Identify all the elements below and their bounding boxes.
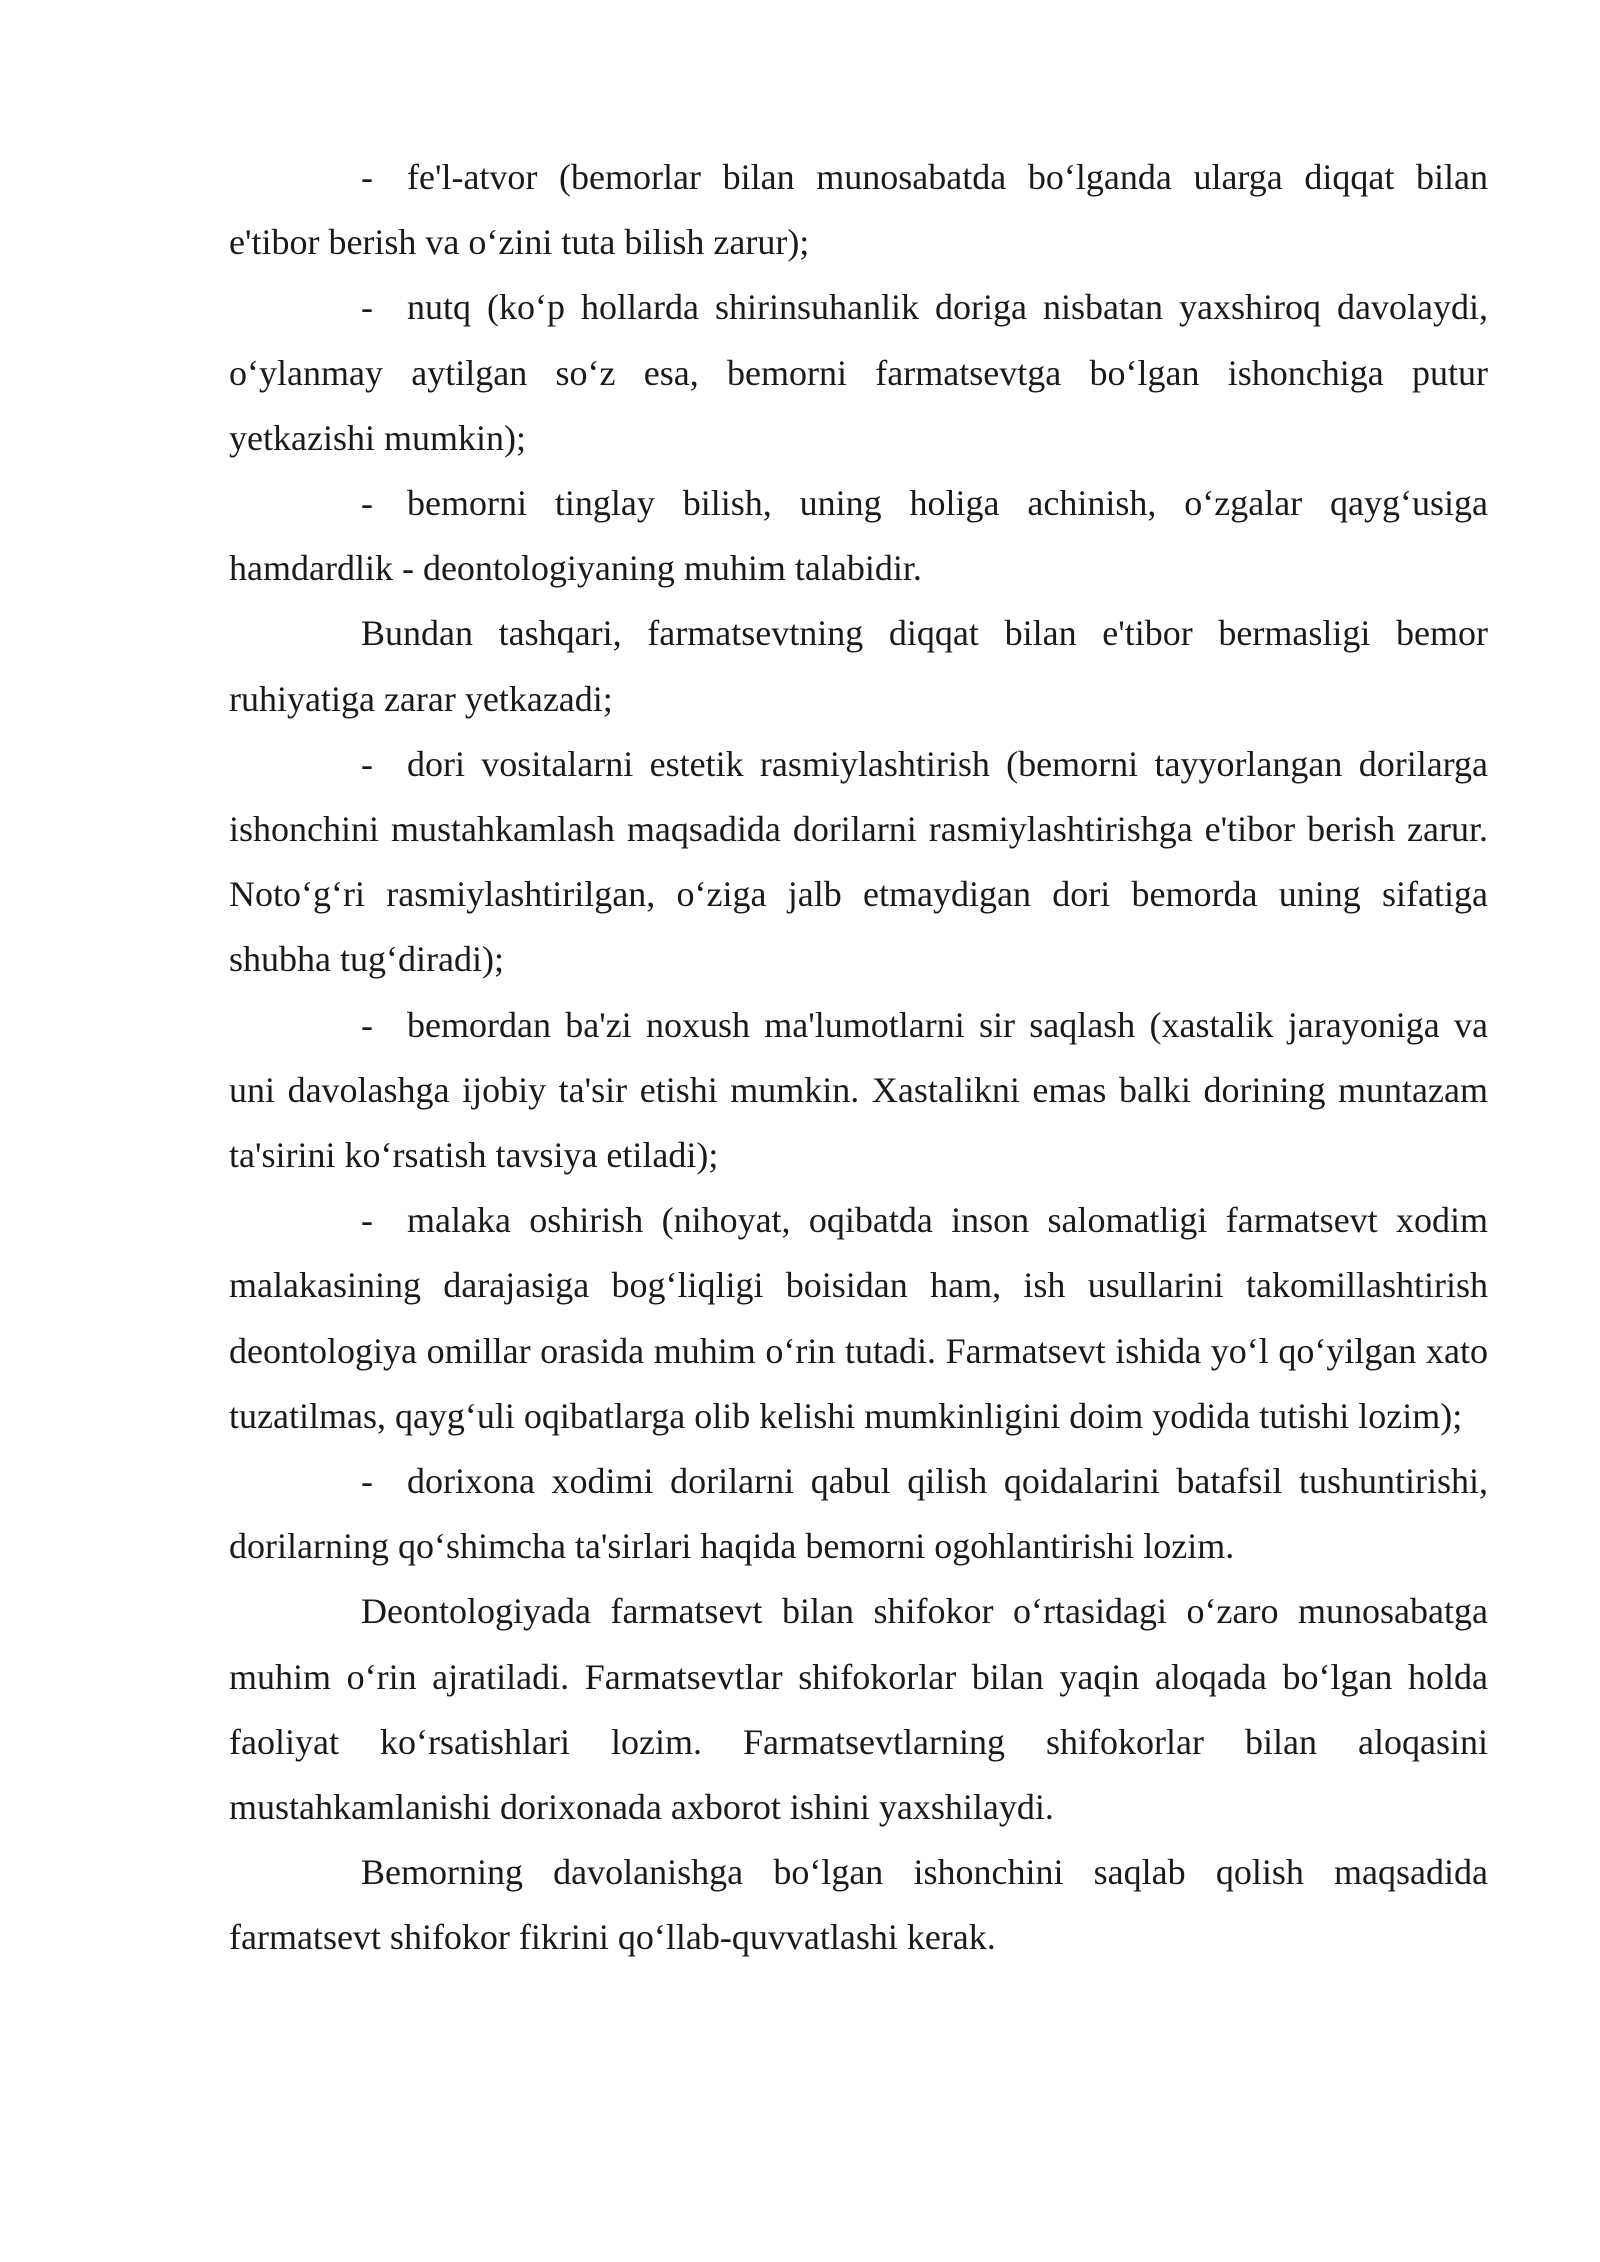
- list-item-text: bemordan ba'zi noxush ma'lumotlarni sir saqlash (xastalik jarayoniga va uni davolashga ijobiy ta'sir etishi mumkin. Xastalikni emas balki dorining muntazam ta'sirini ko‘rsatish tavsiya etiladi);: [229, 1004, 1488, 1176]
- list-dash: -: [361, 483, 373, 524]
- list-item-text: nutq (ko‘p hollarda shirinsuhanlik doriga nisbatan yaxshiroq davolaydi, o‘ylanmay aytilgan so‘z esa, bemorni farmatsevtga bo‘lgan ishonchiga putur yetkazishi mumkin);: [229, 287, 1488, 458]
- list-item: [229, 1449, 1488, 1579]
- list-dash: -: [361, 1200, 373, 1241]
- list-item: [229, 993, 1488, 1189]
- list-item: [229, 275, 1488, 471]
- list-item: [229, 471, 1488, 601]
- list-item-text: dori vositalarni estetik rasmiylashtirish (bemorni tayyorlangan dorilarga ishonchini mustahkamlash maqsadida dorilarni rasmiylashtirishga e'tibor berish zarur. Noto‘g‘ri rasmiylashtirilgan, o‘ziga jalb etmaydigan dori bemorda uning sifatiga shubha tug‘diradi);: [229, 743, 1488, 980]
- list-item-text: malaka oshirish (nihoyat, oqibatda inson salomatligi farmatsevt xodim malakasining darajasiga bog‘liqligi boisidan ham, ish usullarini takomillashtirish deontologiya omillar orasida muhim o‘rin tutadi. Farmatsevt ishida yo‘l qo‘yilgan xato tuzatilmas, qayg‘uli oqibatlarga olib kelishi mumkinligini doim yodida tutishi lozim);: [229, 1200, 1488, 1436]
- list-dash: -: [361, 157, 373, 197]
- paragraph: Bemorning davolanishga bo‘lgan ishonchini saqlab qolish maqsadida farmatsevt shifokor fikrini qo‘llab-quvvatlashi kerak.: [229, 1852, 1488, 1958]
- list-dash: -: [361, 1461, 373, 1502]
- document-body: [229, 145, 1488, 1971]
- list-item: [229, 145, 1488, 275]
- list-dash: -: [361, 287, 373, 328]
- list-dash: -: [361, 1004, 373, 1045]
- list-item: [229, 1188, 1488, 1449]
- list-item-text: fe'l-atvor (bemorlar bilan munosabatda bo‘lganda ularga diqqat bilan e'tibor berish va o‘zini tuta bilish zarur);: [229, 157, 1488, 263]
- list-item-text: dorixona xodimi dorilarni qabul qilish qoidalarini batafsil tushuntirishi, dorilarning qo‘shimcha ta'sirlari haqida bemorni ogohlantirishi lozim.: [229, 1461, 1488, 1567]
- list-item: [229, 732, 1488, 993]
- list-dash: -: [361, 743, 373, 784]
- paragraph: Bundan tashqari, farmatsevtning diqqat bilan e'tibor bermasligi bemor ruhiyatiga zarar yetkazadi;: [229, 613, 1488, 719]
- list-item-text: bemorni tinglay bilish, uning holiga achinish, o‘zgalar qayg‘usiga hamdardlik - deontologiyaning muhim talabidir.: [229, 483, 1488, 589]
- paragraph: Deontologiyada farmatsevt bilan shifokor o‘rtasidagi o‘zaro munosabatga muhim o‘rin ajratiladi. Farmatsevtlar shifokorlar bilan yaqin aloqada bo‘lgan holda faoliyat ko‘rsatishlari lozim. Farmatsevtlarning shifokorlar bilan aloqasini mustahkamlanishi dorixonada axborot ishini yaxshilaydi.: [229, 1591, 1488, 1828]
